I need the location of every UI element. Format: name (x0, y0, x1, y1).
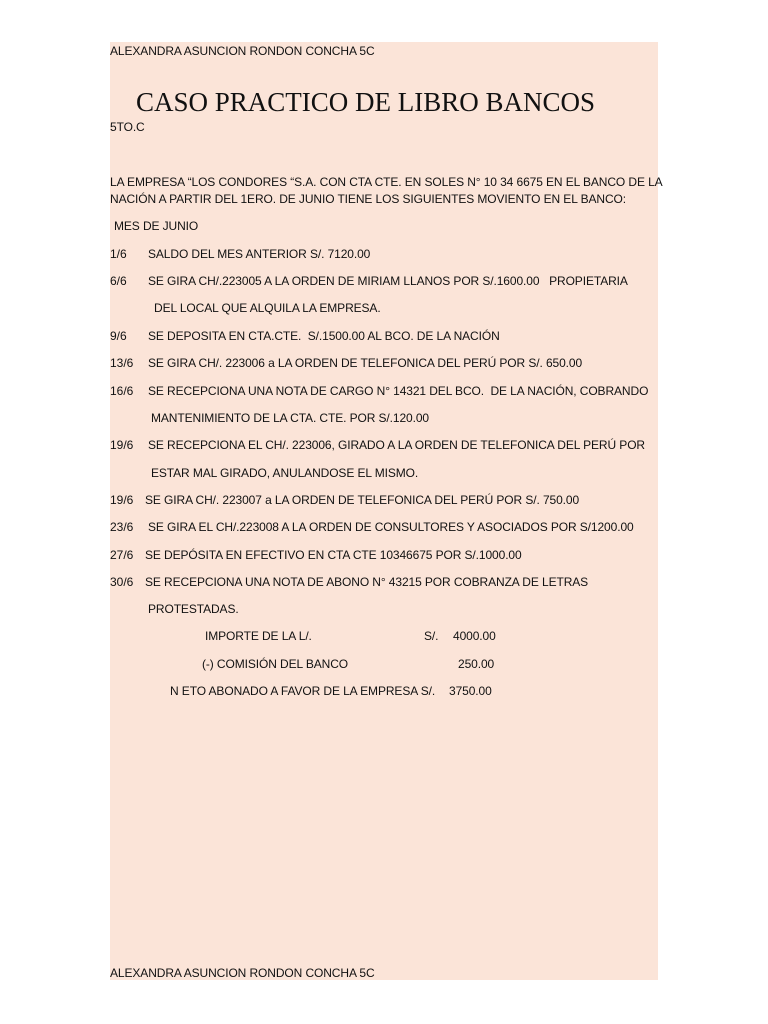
entry-text: SE GIRA CH/. 223007 a LA ORDEN DE TELEFONICA DEL PERÚ POR S/. 750.00 (145, 493, 580, 507)
net-amount: 3750.00 (449, 684, 492, 698)
entry-text: SE GIRA EL CH/.223008 A LA ORDEN DE CONSULTORES Y ASOCIADOS POR S/1200.00 (148, 520, 634, 534)
entry-text-continuation: DEL LOCAL QUE ALQUILA LA EMPRESA. (154, 301, 381, 315)
footer-author: ALEXANDRA ASUNCION RONDON CONCHA 5C (110, 966, 375, 980)
document-title: CASO PRACTICO DE LIBRO BANCOS (136, 87, 596, 117)
entry-text-continuation: ESTAR MAL GIRADO, ANULANDOSE EL MISMO. (151, 466, 419, 480)
commission-amount: 250.00 (458, 657, 495, 671)
net-label: N ETO ABONADO A FAVOR DE LA EMPRESA S/. (170, 684, 436, 698)
entry-date: 9/6 (110, 329, 127, 343)
month-label: MES DE JUNIO (114, 219, 199, 233)
entry-text-continuation: PROTESTADAS. (148, 602, 239, 616)
import-amount: 4000.00 (453, 629, 496, 643)
commission-label: (-) COMISIÓN DEL BANCO (202, 657, 349, 671)
entry-text: SE GIRA CH/.223005 A LA ORDEN DE MIRIAM LLANOS POR S/.1600.00 PROPIETARIA (148, 274, 628, 288)
entry-date: 13/6 (110, 356, 134, 370)
entry-date: 1/6 (110, 247, 127, 261)
import-currency: S/. (424, 629, 439, 643)
intro-line-2: NACIÓN A PARTIR DEL 1ERO. DE JUNIO TIENE LOS SIGUIENTES MOVIENTO EN EL BANCO: (110, 192, 626, 206)
entry-date: 27/6 (110, 548, 134, 562)
entry-text: SE DEPOSITA EN CTA.CTE. S/.1500.00 AL BCO. DE LA NACIÓN (148, 329, 500, 343)
entry-text-continuation: MANTENIMIENTO DE LA CTA. CTE. POR S/.120.00 (151, 411, 429, 425)
entry-date: 19/6 (110, 493, 134, 507)
entry-text: SE RECEPCIONA EL CH/. 223006, GIRADO A LA ORDEN DE TELEFONICA DEL PERÚ POR (148, 438, 645, 452)
entry-text: SE DEPÓSITA EN EFECTIVO EN CTA CTE 10346675 POR S/.1000.00 (145, 548, 522, 562)
entry-text: SE GIRA CH/. 223006 a LA ORDEN DE TELEFONICA DEL PERÚ POR S/. 650.00 (148, 356, 583, 370)
import-label: IMPORTE DE LA L/. (205, 629, 312, 643)
intro-line-1: LA EMPRESA “LOS CONDORES “S.A. CON CTA CTE. EN SOLES N° 10 34 6675 EN EL BANCO DE LA (110, 175, 663, 189)
grade-label: 5TO.C (110, 120, 145, 134)
entry-text: SALDO DEL MES ANTERIOR S/. 7120.00 (148, 247, 371, 261)
entry-date: 16/6 (110, 384, 134, 398)
entry-date: 6/6 (110, 274, 127, 288)
entry-date: 23/6 (110, 520, 134, 534)
entry-text: SE RECEPCIONA UNA NOTA DE CARGO N° 14321 DEL BCO. DE LA NACIÓN, COBRANDO (148, 384, 649, 398)
entry-date: 30/6 (110, 575, 134, 589)
entry-date: 19/6 (110, 438, 134, 452)
entry-text: SE RECEPCIONA UNA NOTA DE ABONO N° 43215 POR COBRANZA DE LETRAS (145, 575, 589, 589)
header-author: ALEXANDRA ASUNCION RONDON CONCHA 5C (110, 44, 375, 58)
